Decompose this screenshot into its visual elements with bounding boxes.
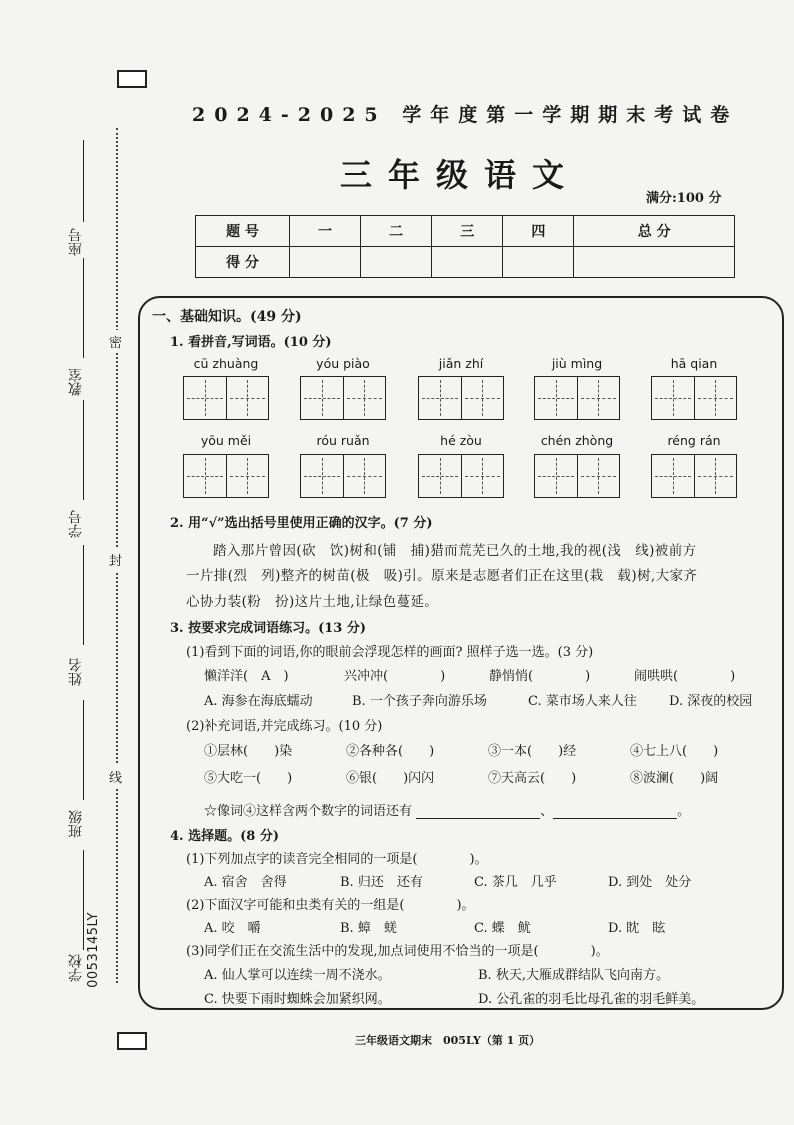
score-table-header-row: [196, 216, 735, 247]
q2-prompt: 2. 用“√”选出括号里使用正确的汉字。(7 分): [170, 516, 433, 531]
score-table: [195, 215, 735, 278]
writing-grid[interactable]: [651, 454, 737, 498]
q3-word: 闹哄哄( ): [634, 669, 736, 684]
q3-star-line: [204, 800, 690, 819]
section-title: 一、基础知识。(49 分): [152, 309, 302, 325]
q3-star-separator: 、: [540, 804, 554, 819]
subject-title: 三年级语文: [340, 156, 581, 194]
q3-option: D. 深夜的校园: [669, 694, 753, 709]
q4-sub1: (1)下列加点字的读音完全相同的一项是( )。: [186, 852, 488, 867]
q3-word: 静悄悄( ): [489, 669, 591, 684]
registration-mark-top: [117, 70, 147, 88]
q3-fill-item: ④七上八( ): [630, 744, 719, 759]
q4-option: D. 公孔雀的羽毛比母孔雀的羽毛鲜美。: [478, 992, 705, 1007]
q3-word: 兴冲冲( ): [344, 669, 446, 684]
score-table-header-cell: 二: [361, 216, 432, 247]
q4-option: B. 蟑 蜣: [340, 921, 397, 936]
q3-fill-item: ②各种各( ): [346, 744, 435, 759]
writing-grid[interactable]: [300, 454, 386, 498]
pinyin-label: yōu měi: [200, 433, 252, 448]
writing-grid[interactable]: [300, 376, 386, 420]
pinyin-label: jiǎn zhí: [438, 356, 484, 371]
class-label: 班级: [68, 810, 84, 838]
q3-option: C. 菜市场人来人往: [528, 694, 637, 709]
q4-sub3: (3)同学们正在交流生活中的发现,加点词使用不恰当的一项是( )。: [186, 944, 609, 959]
pinyin-label: hā qian: [670, 356, 718, 371]
pinyin-label: yóu piào: [316, 356, 370, 371]
class-line: [83, 700, 84, 800]
writing-grid[interactable]: [651, 376, 737, 420]
q3-option: A. 海参在海底蠕动: [204, 694, 313, 709]
classroom-label: 教室: [68, 368, 84, 396]
pinyin-label: róu ruǎn: [316, 433, 370, 448]
answer-blank[interactable]: [553, 805, 677, 819]
writing-grid[interactable]: [418, 376, 504, 420]
q2-passage-line: 踏入那片曾因(砍 饮)树和(铺 捕)猎而荒芜已久的土地,我的视(浅 线)被前方: [213, 543, 697, 559]
q3-star-end: 。: [677, 804, 691, 819]
pinyin-label: jiù mìng: [551, 356, 603, 371]
seal-char-mi: 密: [109, 330, 122, 353]
q4-option: B. 秋天,大雁成群结队飞向南方。: [478, 968, 669, 983]
score-cell[interactable]: [290, 247, 361, 278]
q2-passage-line: 一片排(烈 列)整齐的树苗(极 吸)引。原来是志愿者们正在这里(栽 载)树,大家齐: [186, 568, 698, 584]
full-score: 满分:100 分: [646, 191, 722, 206]
score-table-score-row: [196, 247, 735, 278]
score-table-row-label: 得 分: [196, 247, 290, 278]
score-table-header-cell: 一: [290, 216, 361, 247]
score-cell[interactable]: [361, 247, 432, 278]
q4-sub2: (2)下面汉字可能和虫类有关的一组是( )。: [186, 898, 475, 913]
q3-option: B. 一个孩子奔向游乐场: [352, 694, 487, 709]
seal-char-xian: 线: [109, 765, 122, 788]
exam-title: 2024-2025 学年度第一学期期末考试卷: [192, 104, 739, 126]
seal-char-feng: 封: [109, 548, 122, 571]
q4-option: B. 归还 还有: [340, 875, 423, 890]
q3-prompt: 3. 按要求完成词语练习。(13 分): [170, 621, 367, 636]
q4-option: C. 蝶 鱿: [474, 921, 531, 936]
score-table-header-cell: 题 号: [196, 216, 290, 247]
registration-mark-bottom: [117, 1032, 147, 1050]
q3-fill-item: ⑧波澜( )阔: [630, 771, 719, 786]
q4-option: D. 眈 眩: [608, 921, 666, 936]
seat-number-label: 座号: [68, 228, 84, 256]
pinyin-label: chén zhòng: [540, 433, 614, 448]
q3-star-prefix: ☆像词④这样含两个数字的词语还有: [204, 804, 413, 819]
writing-grid[interactable]: [418, 454, 504, 498]
q4-option: A. 咬 嚼: [204, 921, 261, 936]
seat-number-line: [83, 140, 84, 222]
school-line: [83, 850, 84, 950]
pinyin-label: hé zòu: [440, 433, 482, 448]
page-footer: 三年级语文期末 005LY（第 1 页）: [355, 1034, 541, 1047]
student-id-line: [83, 400, 84, 500]
answer-blank[interactable]: [416, 805, 540, 819]
score-cell[interactable]: [574, 247, 735, 278]
writing-grid[interactable]: [183, 454, 269, 498]
q3-sub2-prompt: (2)补充词语,并完成练习。(10 分): [186, 719, 383, 734]
student-id-label: 学号: [68, 510, 84, 538]
q2-passage-line: 心协力装(粉 扮)这片土地,让绿色蔓延。: [186, 594, 439, 610]
q4-option: A. 宿舍 舍得: [204, 875, 287, 890]
pinyin-label: réng rán: [667, 433, 721, 448]
score-cell[interactable]: [503, 247, 574, 278]
q4-option: A. 仙人掌可以连续一周不浇水。: [204, 968, 391, 983]
q1-prompt: 1. 看拼音,写词语。(10 分): [170, 335, 332, 350]
q3-fill-item: ①层林( )染: [204, 744, 293, 759]
score-table-header-cell: 三: [432, 216, 503, 247]
q3-fill-item: ⑥银( )闪闪: [346, 771, 435, 786]
pinyin-label: cū zhuàng: [193, 356, 259, 371]
school-label: 学校: [68, 954, 84, 982]
writing-grid[interactable]: [534, 454, 620, 498]
score-table-header-cell: 四: [503, 216, 574, 247]
q4-option: C. 茶几 几乎: [474, 875, 557, 890]
score-table-header-cell: 总 分: [574, 216, 735, 247]
score-cell[interactable]: [432, 247, 503, 278]
name-label: 姓名: [68, 658, 84, 686]
q4-prompt: 4. 选择题。(8 分): [170, 829, 279, 844]
q3-sub1-prompt: (1)看到下面的词语,你的眼前会浮现怎样的画面? 照样子选一选。(3 分): [186, 645, 594, 660]
writing-grid[interactable]: [534, 376, 620, 420]
q3-word: 懒洋洋( A ): [204, 669, 289, 684]
q4-option: C. 快要下雨时蜘蛛会加紧织网。: [204, 992, 391, 1007]
name-line: [83, 545, 84, 645]
serial-number: 0053145LY: [86, 912, 101, 988]
classroom-line: [83, 258, 84, 358]
q3-fill-item: ③一本( )经: [488, 744, 577, 759]
writing-grid[interactable]: [183, 376, 269, 420]
q3-fill-item: ⑤大吃一( ): [204, 771, 293, 786]
q3-fill-item: ⑦天高云( ): [488, 771, 577, 786]
q4-option: D. 到处 处分: [608, 875, 692, 890]
